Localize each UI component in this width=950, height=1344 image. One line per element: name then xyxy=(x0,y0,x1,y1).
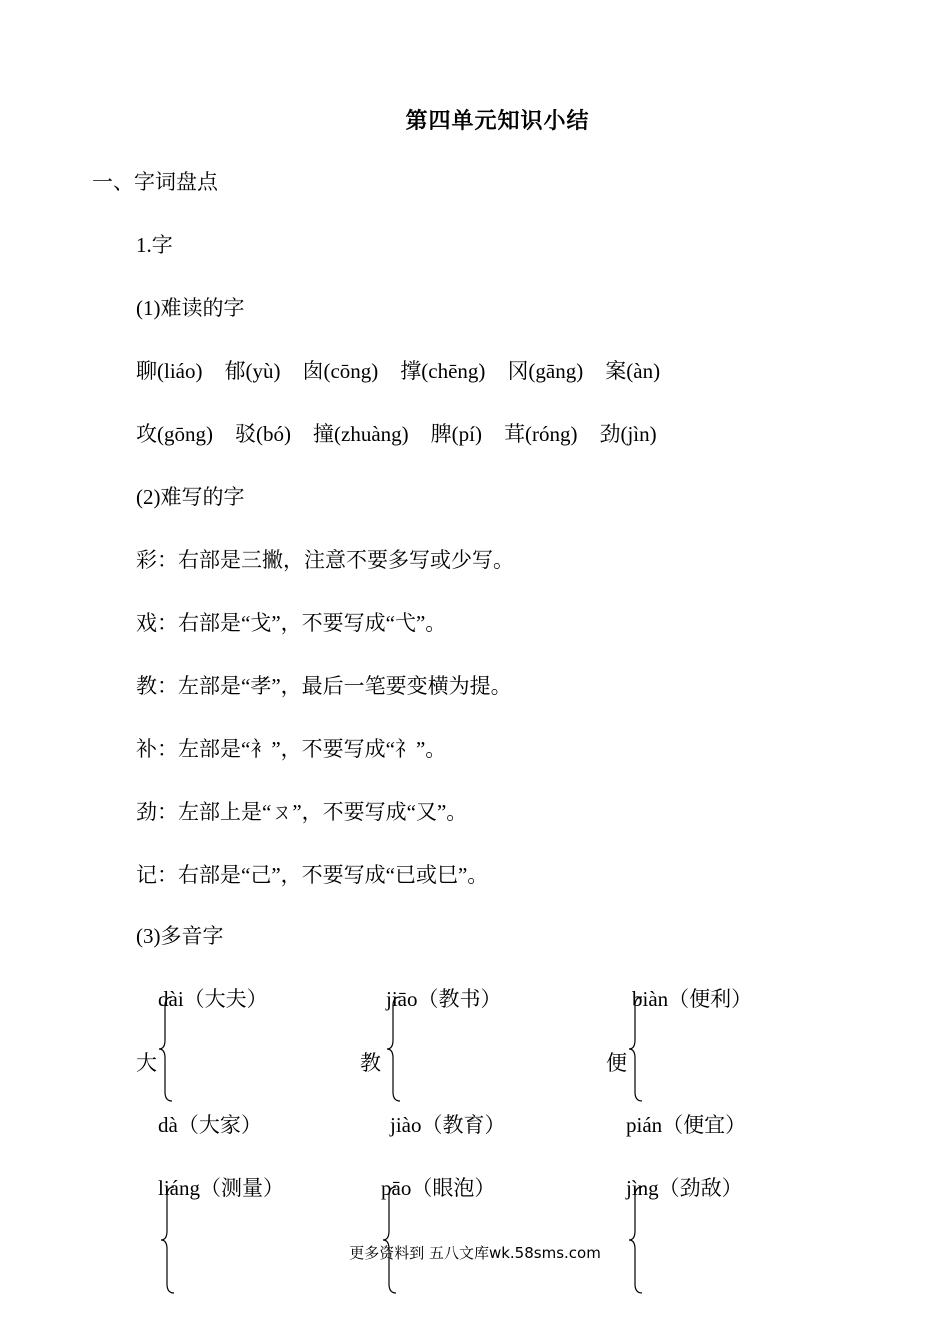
subsection-heading: 1.字 xyxy=(136,233,173,257)
char-item: 撑(chēng) xyxy=(400,359,486,383)
brace-icon xyxy=(158,996,174,1102)
char-item: 茸(róng) xyxy=(503,422,578,446)
brace-icon xyxy=(628,996,644,1102)
polyphone-top-reading: jiāo（教书） xyxy=(386,987,502,1011)
hard-write-line: 补：左部是“衤”，不要写成“礻”。 xyxy=(136,737,447,761)
brace-icon xyxy=(382,1186,398,1294)
polyphone-bottom-reading: jiào（教育） xyxy=(390,1113,506,1137)
polyphone-bottom-reading: dà（大家） xyxy=(158,1113,262,1137)
char-item: 撞(zhuàng) xyxy=(313,422,409,446)
brace-icon xyxy=(628,1186,644,1294)
hard-write-line: 彩：右部是三撇，注意不要多写或少写。 xyxy=(136,548,514,572)
hard-write-heading: (2)难写的字 xyxy=(136,485,245,509)
section-heading: 一、字词盘点 xyxy=(92,170,218,194)
page-title: 第四单元知识小结 xyxy=(405,108,590,133)
hard-write-line: 教：左部是“孝”，最后一笔要变横为提。 xyxy=(136,674,512,698)
hard-read-heading: (1)难读的字 xyxy=(136,296,245,320)
char-item: 攻(gōng) xyxy=(136,422,213,446)
polyphone-top-reading: dài（大夫） xyxy=(158,987,268,1011)
char-item: 郁(yù) xyxy=(224,359,281,383)
char-item: 囱(cōng) xyxy=(302,359,379,383)
polyphone-top-reading: pāo（眼泡） xyxy=(381,1176,496,1200)
footer-watermark: 更多资料到 五八文库wk.58sms.com xyxy=(349,1244,601,1262)
polyphone-heading: (3)多音字 xyxy=(136,924,224,948)
polyphone-bottom-reading: pián（便宜） xyxy=(626,1113,747,1137)
hard-write-line: 劲：左部上是“ㄡ”，不要写成“又”。 xyxy=(136,800,468,824)
polyphone-char: 大 xyxy=(136,1051,157,1075)
char-item: 聊(liáo) xyxy=(136,359,203,383)
polyphone-char: 教 xyxy=(360,1051,381,1075)
char-item: 劲(jìn) xyxy=(599,422,657,446)
char-item: 驳(bó) xyxy=(235,422,291,446)
hard-read-row-2 xyxy=(136,419,679,449)
polyphone-top-reading: liáng（测量） xyxy=(158,1176,284,1200)
polyphone-top-reading: biàn（便利） xyxy=(632,987,753,1011)
char-item: 脾(pí) xyxy=(430,422,482,446)
hard-write-line: 戏：右部是“戈”，不要写成“弋”。 xyxy=(136,611,447,635)
brace-icon xyxy=(160,1186,176,1294)
polyphone-char: 便 xyxy=(606,1051,627,1075)
brace-icon xyxy=(386,996,402,1102)
hard-write-line: 记：右部是“己”，不要写成“已或巳”。 xyxy=(136,863,489,887)
char-item: 冈(gāng) xyxy=(507,359,584,383)
char-item: 案(àn) xyxy=(605,359,661,383)
hard-read-row-1 xyxy=(136,356,682,386)
polyphone-top-reading: jìng（劲敌） xyxy=(626,1176,743,1200)
